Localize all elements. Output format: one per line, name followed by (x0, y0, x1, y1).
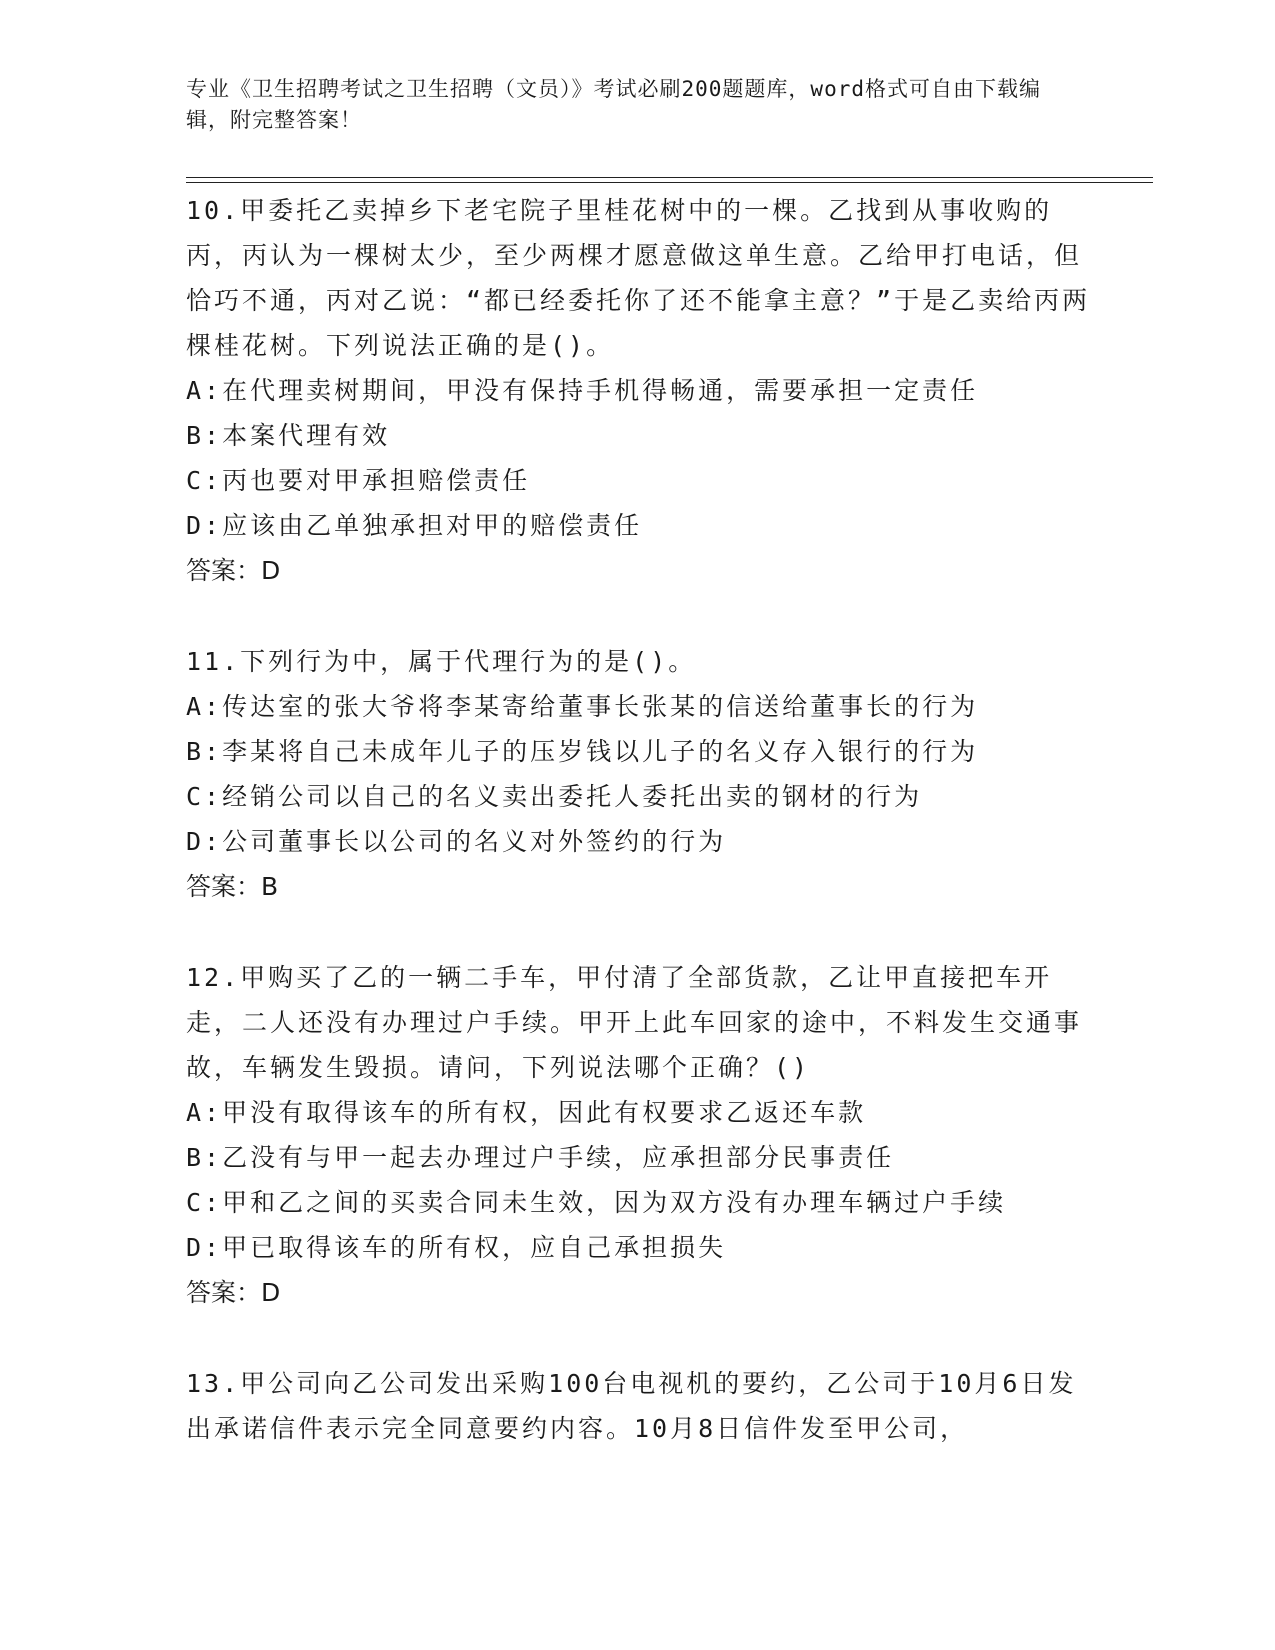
option-d: D:公司董事长以公司的名义对外签约的行为 (186, 827, 727, 856)
question-11 (186, 639, 1091, 909)
option-a: A:传达室的张大爷将李某寄给董事长张某的信送给董事长的行为 (186, 692, 979, 721)
question-stem: 10.甲委托乙卖掉乡下老宅院子里桂花树中的一棵。乙找到从事收购的丙，丙认为一棵树太少，至少两棵才愿意做这单生意。乙给甲打电话，但恰巧不通，丙对乙说：“都已经委托你了还不能拿主意？”于是乙卖给丙两棵桂花树。下列说法正确的是()。 (186, 196, 1091, 360)
option-c: C:甲和乙之间的买卖合同未生效，因为双方没有办理车辆过户手续 (186, 1188, 1007, 1217)
question-12 (186, 955, 1091, 1315)
question-stem: 13.甲公司向乙公司发出采购100台电视机的要约，乙公司于10月6日发出承诺信件表示完全同意要约内容。10月8日信件发至甲公司， (186, 1369, 1077, 1443)
question-13 (186, 1361, 1091, 1451)
answer-line: 答案：D (186, 1278, 281, 1307)
option-d: D:应该由乙单独承担对甲的赔偿责任 (186, 511, 643, 540)
option-b: B:本案代理有效 (186, 421, 391, 450)
option-c: C:丙也要对甲承担赔偿责任 (186, 466, 531, 495)
question-stem: 11.下列行为中，属于代理行为的是()。 (186, 647, 697, 676)
option-b: B:李某将自己未成年儿子的压岁钱以儿子的名义存入银行的行为 (186, 737, 979, 766)
question-list (186, 188, 1091, 1497)
question-10 (186, 188, 1091, 593)
header-divider-top (186, 177, 1153, 178)
page-header: 专业《卫生招聘考试之卫生招聘（文员）》考试必刷200题题库，word格式可自由下载编辑，附完整答案！ (186, 77, 1041, 132)
option-d: D:甲已取得该车的所有权，应自己承担损失 (186, 1233, 727, 1262)
option-a: A:甲没有取得该车的所有权，因此有权要求乙返还车款 (186, 1098, 867, 1127)
question-stem: 12.甲购买了乙的一辆二手车，甲付清了全部货款，乙让甲直接把车开走，二人还没有办理过户手续。甲开上此车回家的途中，不料发生交通事故，车辆发生毁损。请问，下列说法哪个正确？() (186, 963, 1083, 1082)
option-a: A:在代理卖树期间，甲没有保持手机得畅通，需要承担一定责任 (186, 376, 979, 405)
answer-line: 答案：B (186, 872, 279, 901)
option-c: C:经销公司以自己的名义卖出委托人委托出卖的钢材的行为 (186, 782, 923, 811)
answer-line: 答案：D (186, 556, 281, 585)
option-b: B:乙没有与甲一起去办理过户手续，应承担部分民事责任 (186, 1143, 895, 1172)
header-divider-bottom (186, 182, 1153, 183)
